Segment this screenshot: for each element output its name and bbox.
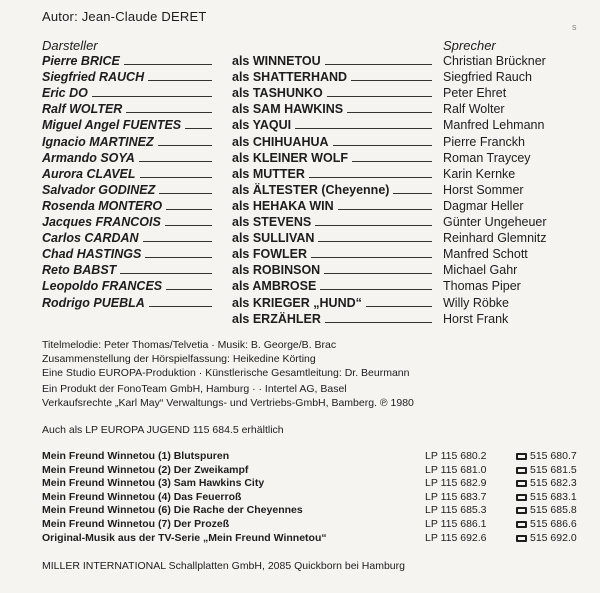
actor-name (42, 133, 212, 149)
album-title: Mein Freund Winnetou (4) Das Feuerroß (42, 490, 242, 503)
role-name (232, 100, 432, 116)
speaker-name: Günter Ungeheuer (443, 215, 547, 229)
album-title: Mein Freund Winnetou (7) Der Prozeß (42, 518, 230, 530)
role-name-text: als TASHUNKO (232, 86, 323, 101)
cassette-icon (516, 521, 527, 528)
actor-name (42, 149, 212, 165)
leader-line (393, 193, 432, 194)
actor-name (42, 68, 212, 84)
lp-number: LP 115 682.9 (425, 477, 487, 490)
leader-line (92, 96, 212, 97)
actor-name (42, 52, 212, 68)
leader-line (158, 145, 212, 146)
leader-line (324, 273, 432, 274)
leader-line (149, 306, 212, 307)
leader-line (126, 112, 212, 113)
actor-name (42, 245, 212, 261)
speaker-name: Siegfried Rauch (443, 70, 532, 85)
speaker-name: Reinhard Glemnitz (443, 231, 547, 246)
role-name (232, 229, 432, 245)
cast-row (0, 310, 600, 326)
album-title: Mein Freund Winnetou (2) Der Zweikampf (42, 463, 249, 476)
actor-name-text: Ralf WOLTER (42, 102, 123, 117)
leader-line (320, 289, 432, 290)
speaker-name: Dagmar Heller (443, 198, 524, 213)
cast-row (0, 52, 600, 68)
role-name (232, 261, 432, 277)
actor-name (42, 84, 212, 100)
actor-name (42, 261, 212, 277)
cassette-icon (516, 467, 527, 474)
role-name (232, 213, 432, 229)
speaker-name: Horst Sommer (443, 182, 524, 197)
role-name-text: als MUTTER (232, 166, 305, 181)
mc-number: 515 685.8 (530, 504, 577, 517)
leader-line (327, 96, 432, 97)
actor-name-text: Siegfried RAUCH (42, 70, 145, 85)
actors-header: Darsteller (42, 38, 98, 53)
role-name-text: als SAM HAWKINS (232, 102, 344, 117)
actor-name-text: Miguel Angel FUENTES (42, 118, 182, 133)
leader-line (315, 225, 432, 226)
role-name-text: als HEHAKA WIN (232, 198, 334, 213)
role-name (232, 197, 432, 213)
cassette-icon (516, 507, 527, 514)
actor-name-text: Jacques FRANCOIS (42, 215, 161, 229)
mc-number: 515 682.3 (530, 477, 577, 490)
speaker-name: Christian Brückner (443, 54, 546, 68)
actor-name-text: Rodrigo PUEBLA (42, 295, 145, 310)
leader-line (143, 241, 212, 242)
actor-name-text: Leopoldo FRANCES (42, 279, 163, 294)
company-line: Verkaufsrechte „Karl May“ Verwaltungs- und Vertriebs-GmbH, Bamberg. ℗ 1980 (42, 397, 414, 409)
cast-row (0, 197, 600, 213)
role-name (232, 181, 432, 197)
lp-number: LP 115 680.2 (425, 450, 487, 462)
cassette-icon (516, 480, 527, 487)
actor-name-text: Rosenda MONTERO (42, 198, 163, 213)
actor-name-text: Reto BABST (42, 263, 117, 278)
leader-line (166, 209, 212, 210)
also-available-note: Auch als LP EUROPA JUGEND 115 684.5 erhältlich (42, 424, 284, 436)
role-name (232, 310, 432, 326)
leader-line (120, 273, 212, 274)
role-name-text: als FOWLER (232, 247, 308, 262)
lp-number: LP 115 683.7 (425, 490, 487, 503)
actor-name (42, 181, 212, 197)
leader-line (366, 306, 432, 307)
speaker-name: Karin Kernke (443, 166, 516, 181)
actor-name (42, 100, 212, 116)
actor-name-text: Aurora CLAVEL (42, 166, 136, 181)
role-name (232, 133, 432, 149)
credit-line: Eine Studio EUROPA-Produktion · Künstlerische Gesamtleitung: Dr. Beurmann (42, 367, 410, 379)
cast-row (0, 229, 600, 245)
mc-number: 515 686.6 (530, 518, 577, 530)
leader-line (166, 289, 212, 290)
role-name (232, 149, 432, 165)
speaker-name: Michael Gahr (443, 263, 518, 278)
mc-number: 515 681.5 (530, 463, 577, 476)
credits-block (42, 338, 582, 380)
speaker-name: Ralf Wolter (443, 102, 505, 117)
role-name (232, 277, 432, 293)
role-name-text: als ERZÄHLER (232, 311, 321, 326)
company-line: Ein Produkt der FonoTeam GmbH, Hamburg · · Intertel AG, Basel (42, 383, 347, 395)
lp-number: LP 115 692.6 (425, 531, 487, 544)
actor-name-text: Chad HASTINGS (42, 247, 142, 262)
cassette-icon (516, 453, 527, 460)
actor-name (42, 229, 212, 245)
speaker-name: Manfred Schott (443, 247, 528, 262)
leader-line (185, 128, 212, 129)
leader-line (347, 112, 432, 113)
actor-name (42, 165, 212, 181)
album-title: Mein Freund Winnetou (3) Sam Hawkins City (42, 477, 265, 490)
lp-number: LP 115 681.0 (425, 463, 487, 476)
album-row (42, 477, 582, 491)
actor-name-text: Salvador GODINEZ (42, 182, 156, 197)
cast-row (0, 181, 600, 197)
album-title: Original-Musik aus der TV-Serie „Mein Freund Winnetou“ (42, 531, 327, 544)
role-name-text: als SHATTERHAND (232, 70, 348, 85)
cast-row (0, 294, 600, 310)
role-name (232, 84, 432, 100)
cast-row (0, 100, 600, 116)
speaker-name: Roman Traycey (443, 150, 531, 165)
credit-line: Titelmelodie: Peter Thomas/Telvetia · Musik: B. George/B. Brac (42, 339, 337, 351)
leader-line (333, 145, 432, 146)
album-row (42, 532, 582, 546)
role-name (232, 294, 432, 310)
cast-row (0, 116, 600, 132)
credit-line: Zusammenstellung der Hörspielfassung: Heikedine Körting (42, 353, 316, 365)
speaker-name: Manfred Lehmann (443, 118, 545, 133)
leader-line (325, 64, 432, 65)
cast-row (0, 261, 600, 277)
cast-row (0, 213, 600, 229)
speaker-name: Pierre Franckh (443, 134, 525, 149)
role-name (232, 165, 432, 181)
leader-line (318, 241, 432, 242)
leader-line (159, 193, 212, 194)
author-line: Autor: Jean-Claude DERET (42, 9, 207, 24)
leader-line (165, 225, 212, 226)
leader-line (311, 257, 432, 258)
publisher-line: MILLER INTERNATIONAL Schallplatten GmbH, 2085 Quickborn bei Hamburg (42, 560, 405, 572)
cast-row (0, 133, 600, 149)
cassette-icon (516, 535, 527, 542)
speaker-name: Thomas Piper (443, 279, 521, 294)
leader-line (139, 161, 212, 162)
leader-line (148, 80, 212, 81)
actor-name-text: Armando SOYA (42, 150, 135, 165)
album-title: Mein Freund Winnetou (6) Die Rache der Cheyennes (42, 504, 303, 517)
leader-line (309, 177, 432, 178)
cast-row (0, 68, 600, 84)
cassette-icon (516, 494, 527, 501)
role-name-text: als CHIHUAHUA (232, 134, 329, 149)
leader-line (325, 322, 432, 323)
leader-line (140, 177, 212, 178)
mc-number: 515 692.0 (530, 531, 577, 544)
actor-name (42, 294, 212, 310)
speaker-name: Horst Frank (443, 311, 509, 326)
role-name (232, 245, 432, 261)
actor-name-text: Carlos CARDAN (42, 231, 139, 246)
cast-row (0, 277, 600, 293)
role-name-text: als ROBINSON (232, 263, 321, 278)
actor-name (42, 277, 212, 293)
actor-name (42, 213, 212, 229)
company-block (42, 382, 582, 410)
mc-number: 515 683.1 (530, 490, 577, 503)
cast-row (0, 245, 600, 261)
cast-row (0, 165, 600, 181)
speakers-header: Sprecher (443, 38, 496, 53)
actor-name-text: Eric DO (42, 86, 88, 101)
role-name-text: als ÄLTESTER (Cheyenne) (232, 182, 390, 197)
leader-line (351, 80, 432, 81)
role-name-text: als STEVENS (232, 215, 312, 229)
album-row (42, 504, 582, 518)
leader-line (352, 161, 432, 162)
corner-mark: s (572, 22, 577, 32)
actor-name (42, 116, 212, 132)
role-name (232, 52, 432, 68)
album-row (42, 464, 582, 478)
leader-line (295, 128, 432, 129)
leader-line (124, 64, 212, 65)
role-name-text: als KRIEGER „HUND“ (232, 295, 362, 310)
role-name (232, 116, 432, 132)
role-name-text: als WINNETOU (232, 54, 321, 68)
actor-name-text: Ignacio MARTINEZ (42, 134, 154, 149)
album-title: Mein Freund Winnetou (1) Blutspuren (42, 450, 230, 462)
role-name-text: als KLEINER WOLF (232, 150, 348, 165)
cast-row (0, 149, 600, 165)
album-row (42, 450, 582, 464)
leader-line (338, 209, 432, 210)
lp-number: LP 115 685.3 (425, 504, 487, 517)
mc-number: 515 680.7 (530, 450, 577, 462)
role-name-text: als AMBROSE (232, 279, 317, 294)
actor-name (42, 197, 212, 213)
speaker-name: Peter Ehret (443, 86, 507, 101)
actor-name-text: Pierre BRICE (42, 54, 120, 68)
role-name-text: als YAQUI (232, 118, 292, 133)
lp-number: LP 115 686.1 (425, 518, 487, 530)
leader-line (145, 257, 212, 258)
role-name (232, 68, 432, 84)
album-row (42, 518, 582, 532)
cast-row (0, 84, 600, 100)
speaker-name: Willy Röbke (443, 295, 509, 310)
album-row (42, 491, 582, 505)
role-name-text: als SULLIVAN (232, 231, 315, 246)
